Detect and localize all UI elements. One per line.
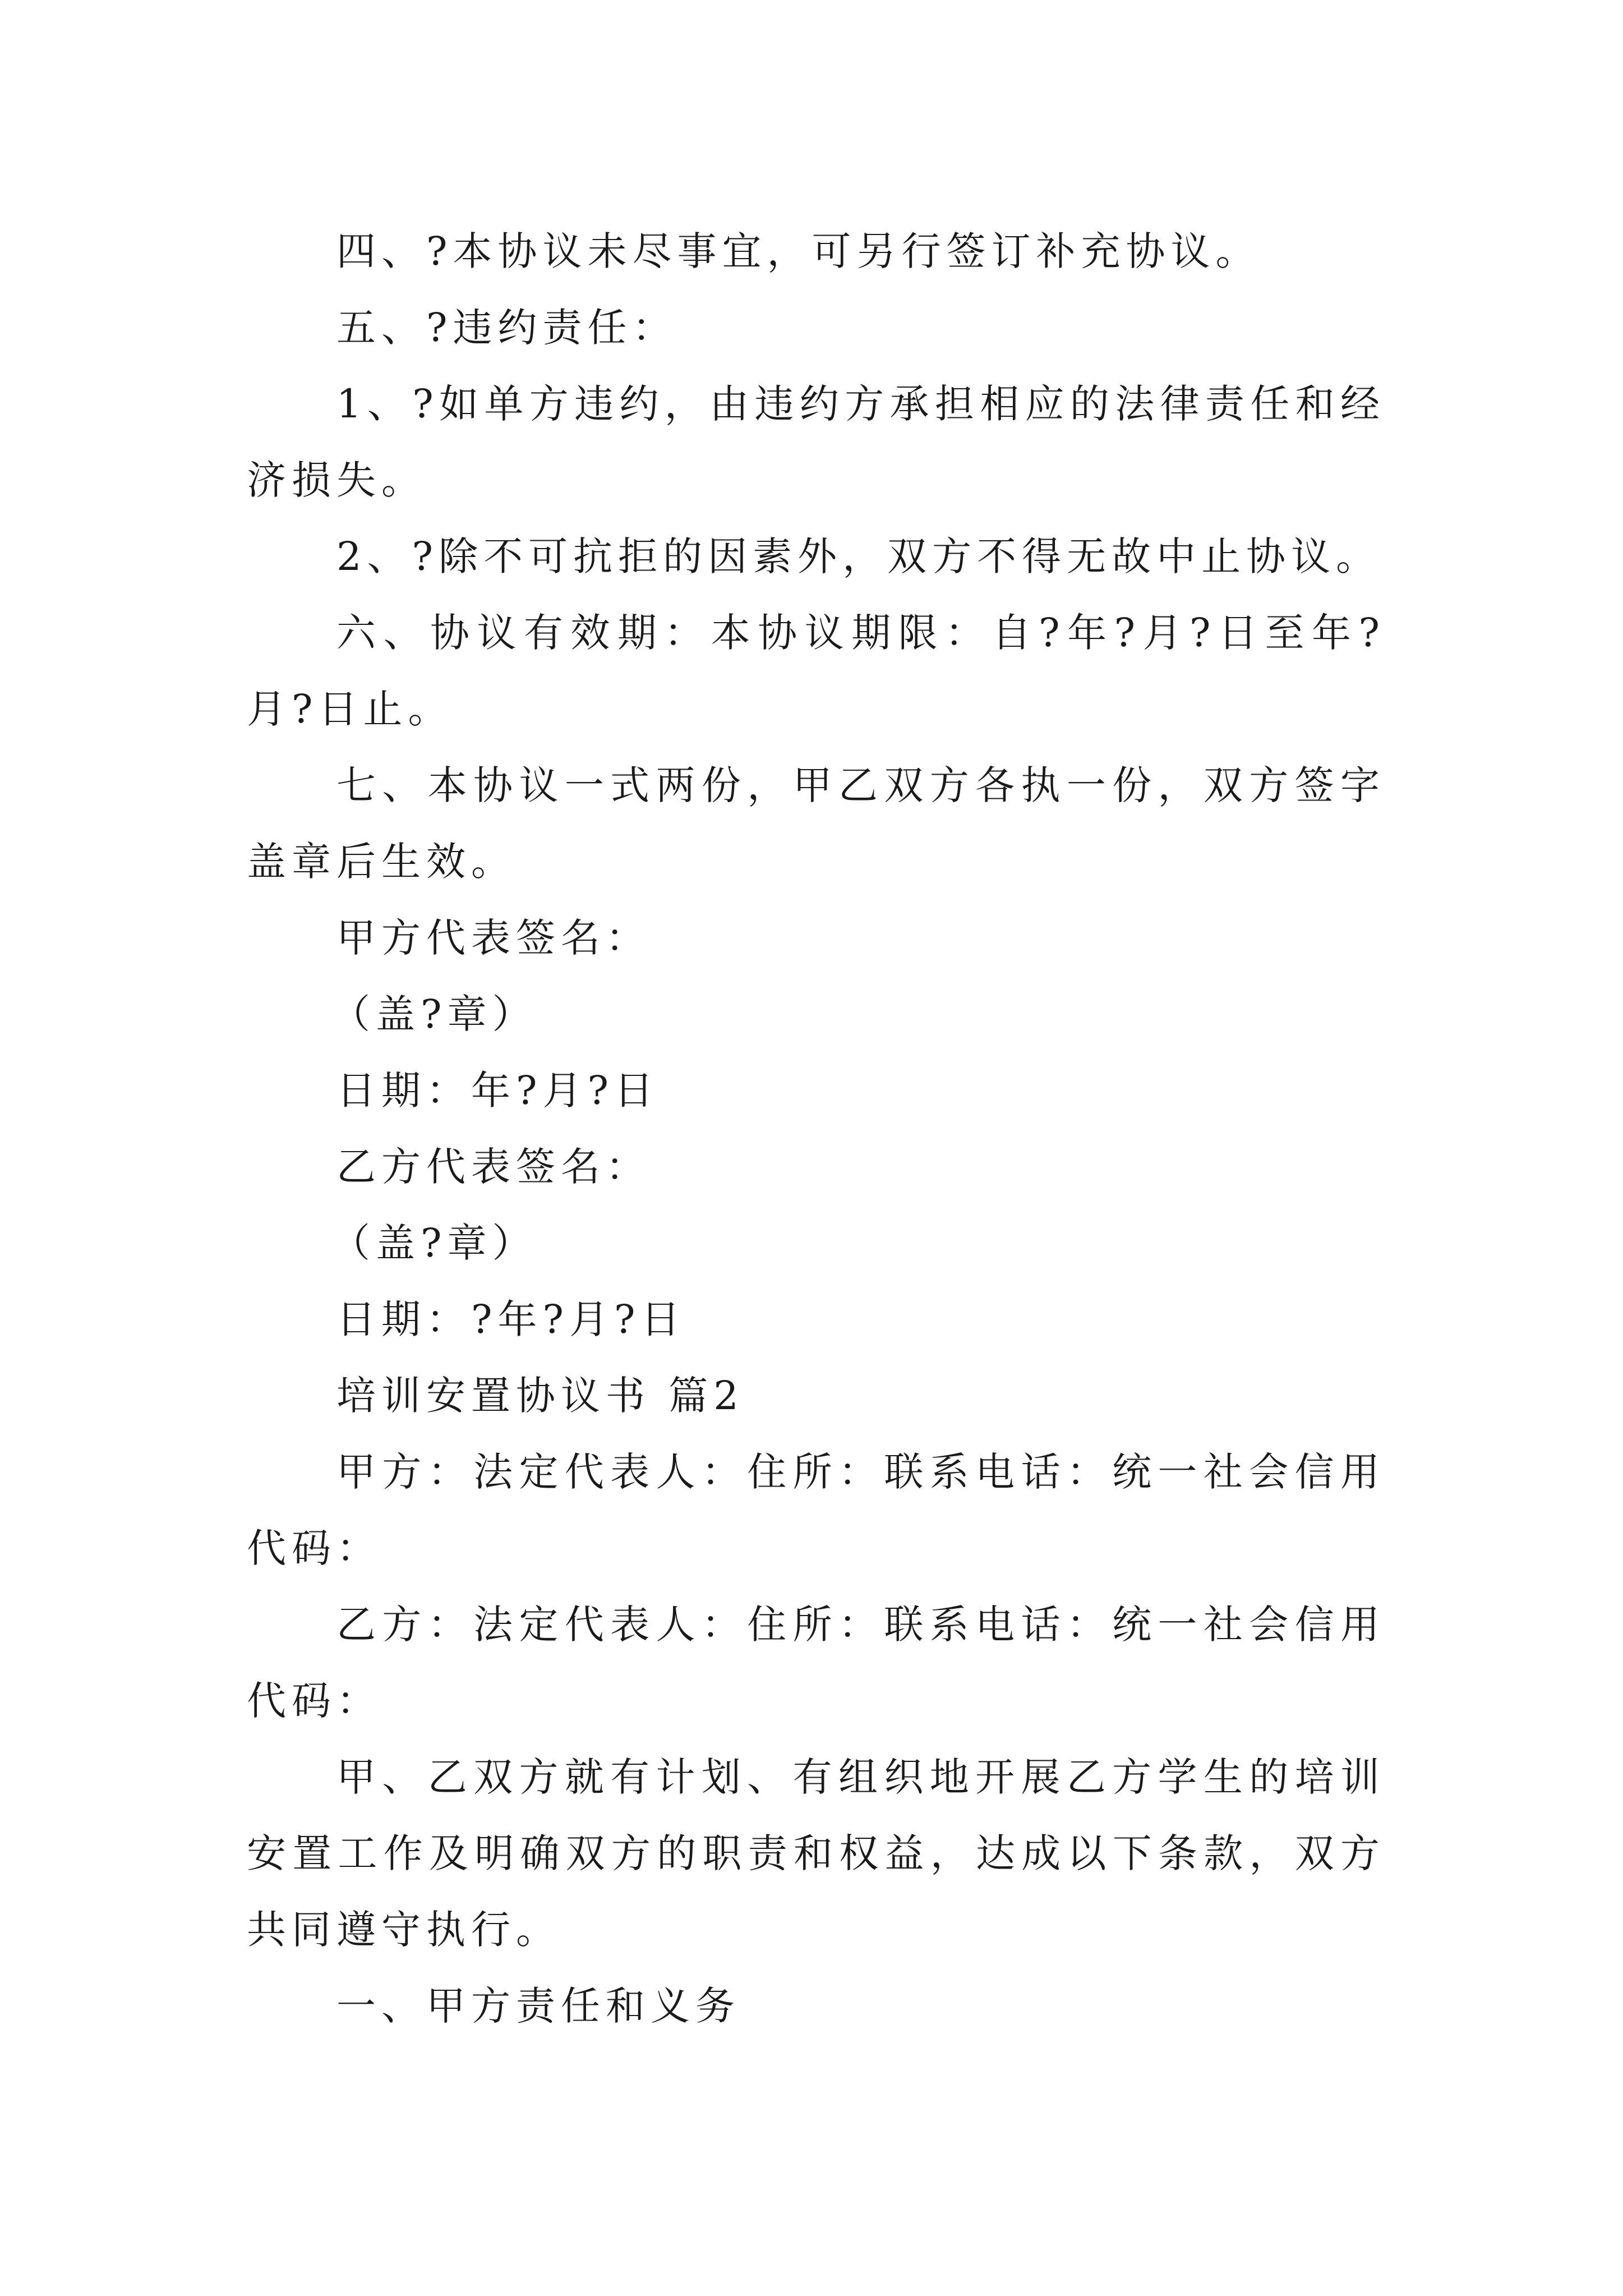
paragraph-clause-5-heading: 五、?违约责任： [336, 305, 677, 351]
section-title-part-2: 培训安置协议书 篇2 [336, 1373, 744, 1419]
section-heading-party-a-duties: 一、甲方责任和义务 [336, 1983, 740, 2029]
paragraph-clause-7-copies: 七、本协议一式两份，甲乙双方各执一份，双方签字盖章后生效。 [247, 762, 1385, 885]
party-a-info: 甲方：法定代表人：住所：联系电话：统一社会信用代码： [247, 1449, 1385, 1571]
party-a-date-label: 日期：年?月?日 [336, 1068, 660, 1114]
paragraph-clause-6-validity: 六、协议有效期：本协议期限：自?年?月?日至年?月?日止。 [247, 610, 1385, 732]
party-a-signature-label: 甲方代表签名： [336, 915, 651, 961]
paragraph-clause-5-item-1: 1、?如单方违约，由违约方承担相应的法律责任和经济损失。 [247, 381, 1385, 503]
document-body [247, 213, 1385, 2044]
party-a-seal-label: （盖?章） [331, 991, 537, 1037]
paragraph-clause-4: 四、?本协议未尽事宜，可另行签订补充协议。 [336, 228, 1261, 274]
party-b-signature-label: 乙方代表签名： [336, 1144, 651, 1190]
party-b-date-label: 日期：?年?月?日 [336, 1296, 686, 1342]
agreement-preamble: 甲、乙双方就有计划、有组织地开展乙方学生的培训安置工作及明确双方的职责和权益，达成以下条款，双方共同遵守执行。 [247, 1754, 1385, 1953]
party-b-info: 乙方：法定代表人：住所：联系电话：统一社会信用代码： [247, 1602, 1385, 1724]
party-b-seal-label: （盖?章） [331, 1220, 537, 1266]
paragraph-clause-5-item-2: 2、?除不可抗拒的因素外，双方不得无故中止协议。 [336, 533, 1381, 579]
